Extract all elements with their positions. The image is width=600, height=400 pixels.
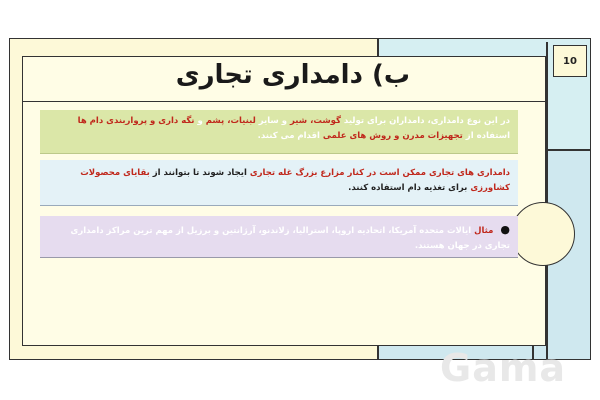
slide-title: ب) دامداری تجاری	[175, 60, 410, 90]
text-part-3: ایجاد شوند تا بتوانند از	[152, 168, 247, 178]
text-intro: در این نوع دامداری، دامداران برای تولید	[343, 116, 510, 126]
text-mid-2: و	[197, 116, 203, 126]
text-part-1: دامداری های تجاری ممکن است	[379, 168, 510, 178]
example-countries: ایالات متحده آمریکا، اتحادیه اروپا، استرالیا، زلاندنو، آرژانتین و برزیل	[186, 226, 472, 236]
watermark-logo: Gama	[440, 346, 567, 390]
text-part-5: برای تغذیه دام استفاده کنند.	[348, 183, 468, 193]
decorative-circle	[511, 202, 575, 266]
text-highlight-meat-milk: گوشت، شیر	[290, 116, 341, 126]
text-mid-3: استفاده از	[465, 131, 510, 141]
text-highlight-livestock: نگه داری و پرواربندی دام ها	[77, 116, 195, 126]
text-box-commercial-definition	[40, 110, 518, 154]
text-highlight-equipment: تجهیزات مدرن و روش های علمی	[322, 131, 463, 141]
example-label: مثال	[474, 226, 494, 236]
text-end: اقدام می کنند.	[257, 131, 320, 141]
text-box-example	[40, 216, 518, 258]
text-box-location	[40, 160, 518, 206]
page-number: 10	[553, 45, 587, 77]
text-mid-1: و سایر	[258, 116, 288, 126]
text-highlight-wool: پشم	[205, 116, 225, 126]
text-part-4: بقایای محصولات کشاورزی	[80, 168, 510, 193]
bullet-icon: ●	[500, 223, 510, 236]
divider-line	[546, 42, 548, 360]
text-highlight-dairy: لبنیات،	[227, 116, 256, 126]
example-rest: از مهم ترین مراکز دامداری تجاری در جهان هستند.	[70, 226, 510, 251]
text-part-2: در کنار مزارع بزرگ غله تجاری	[249, 168, 377, 178]
